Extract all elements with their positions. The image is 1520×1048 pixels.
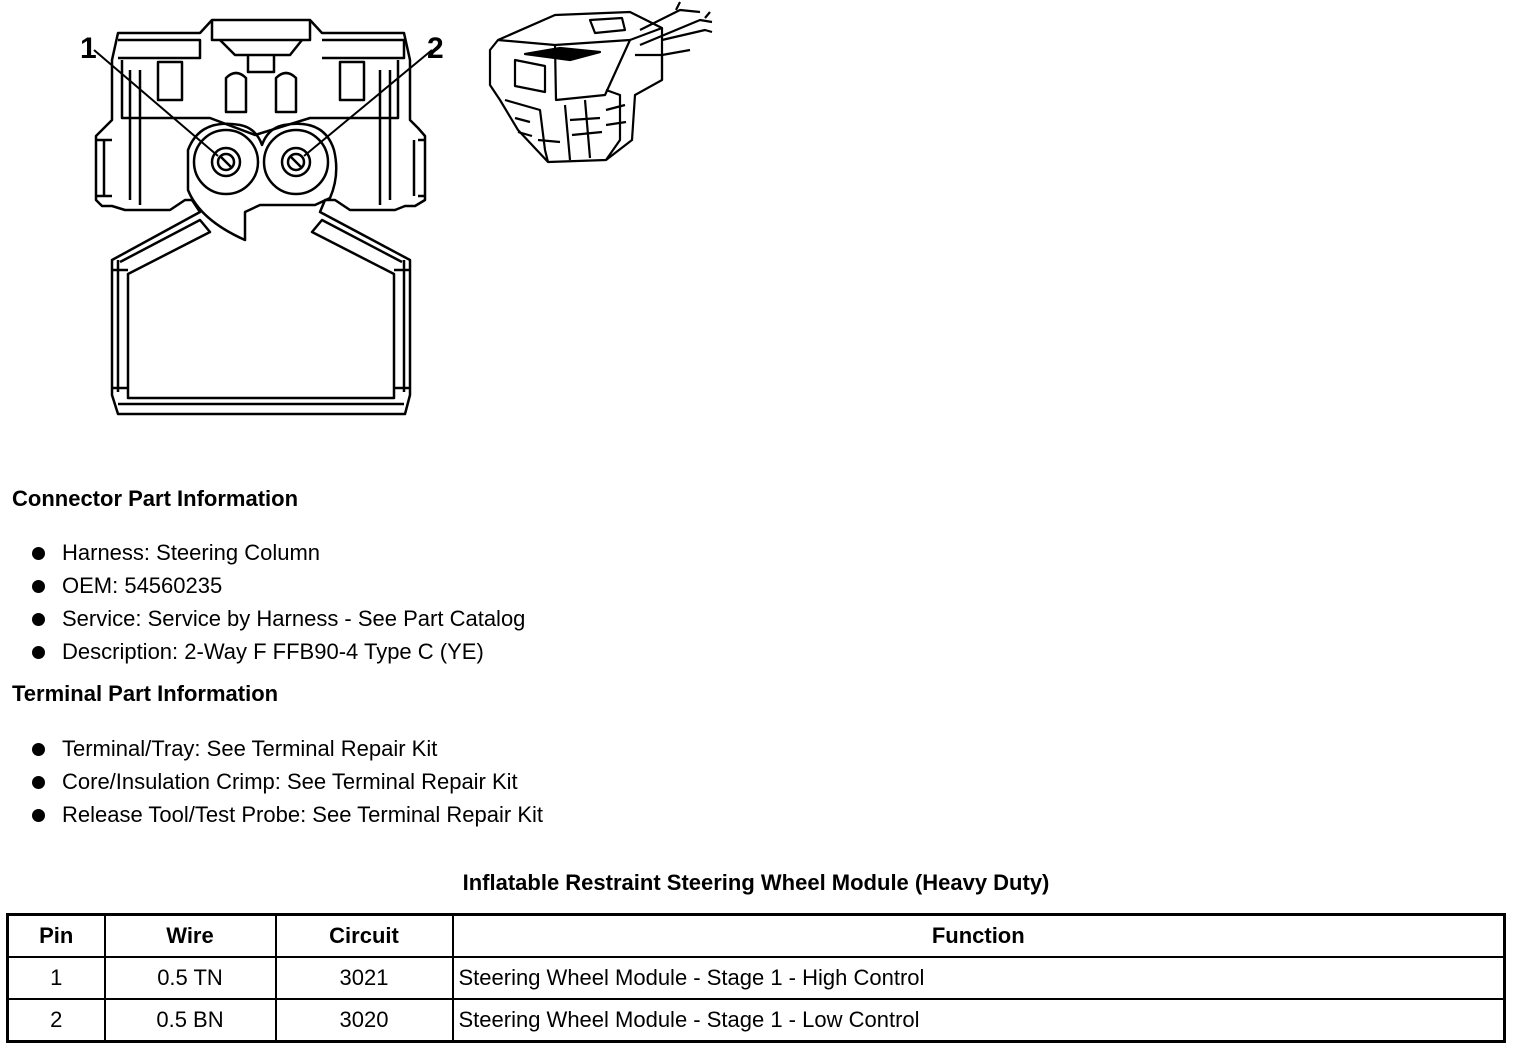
terminal-info-list bbox=[12, 732, 543, 831]
circuit-cell: 3020 bbox=[276, 999, 453, 1042]
list-item: Service: Service by Harness - See Part Catalog bbox=[12, 602, 525, 635]
column-header-pin: Pin bbox=[8, 915, 105, 958]
pin-table-title: Inflatable Restraint Steering Wheel Module (Heavy Duty) bbox=[462, 870, 1050, 895]
column-header-wire: Wire bbox=[105, 915, 276, 958]
column-header-function: Function bbox=[453, 915, 1505, 958]
function-cell: Steering Wheel Module - Stage 1 - High Control bbox=[453, 957, 1505, 999]
list-item: Terminal/Tray: See Terminal Repair Kit bbox=[12, 732, 543, 765]
function-cell: Steering Wheel Module - Stage 1 - Low Control bbox=[453, 999, 1505, 1042]
connector-info-heading: Connector Part Information bbox=[12, 486, 299, 511]
pin-cell: 2 bbox=[8, 999, 105, 1042]
connector-face-outline bbox=[96, 20, 425, 414]
bullet-icon bbox=[32, 646, 45, 659]
list-item: OEM: 54560235 bbox=[12, 569, 525, 602]
bullet-icon bbox=[32, 743, 45, 756]
list-item: Description: 2-Way F FFB90-4 Type C (YE) bbox=[12, 635, 525, 668]
wire-cell: 0.5 BN bbox=[105, 999, 276, 1042]
wire-cell: 0.5 TN bbox=[105, 957, 276, 999]
list-item: Harness: Steering Column bbox=[12, 536, 525, 569]
table-row bbox=[8, 957, 1505, 999]
circuit-cell: 3021 bbox=[276, 957, 453, 999]
table-header-row bbox=[8, 915, 1505, 958]
connector-3d-view bbox=[490, 2, 712, 162]
connector-diagram bbox=[0, 0, 760, 430]
bullet-icon bbox=[32, 809, 45, 822]
terminal-info-heading: Terminal Part Information bbox=[12, 681, 279, 706]
pin-table bbox=[6, 913, 1506, 1043]
bullet-icon bbox=[32, 580, 45, 593]
column-header-circuit: Circuit bbox=[276, 915, 453, 958]
connector-info-list bbox=[12, 536, 525, 668]
pin-callout-2: 2 bbox=[427, 32, 444, 65]
pin-cell: 1 bbox=[8, 957, 105, 999]
bullet-icon bbox=[32, 776, 45, 789]
list-item: Release Tool/Test Probe: See Terminal Repair Kit bbox=[12, 798, 543, 831]
table-row bbox=[8, 999, 1505, 1042]
bullet-icon bbox=[32, 547, 45, 560]
bullet-icon bbox=[32, 613, 45, 626]
list-item: Core/Insulation Crimp: See Terminal Repair Kit bbox=[12, 765, 543, 798]
pin-callout-1: 1 bbox=[80, 32, 97, 65]
